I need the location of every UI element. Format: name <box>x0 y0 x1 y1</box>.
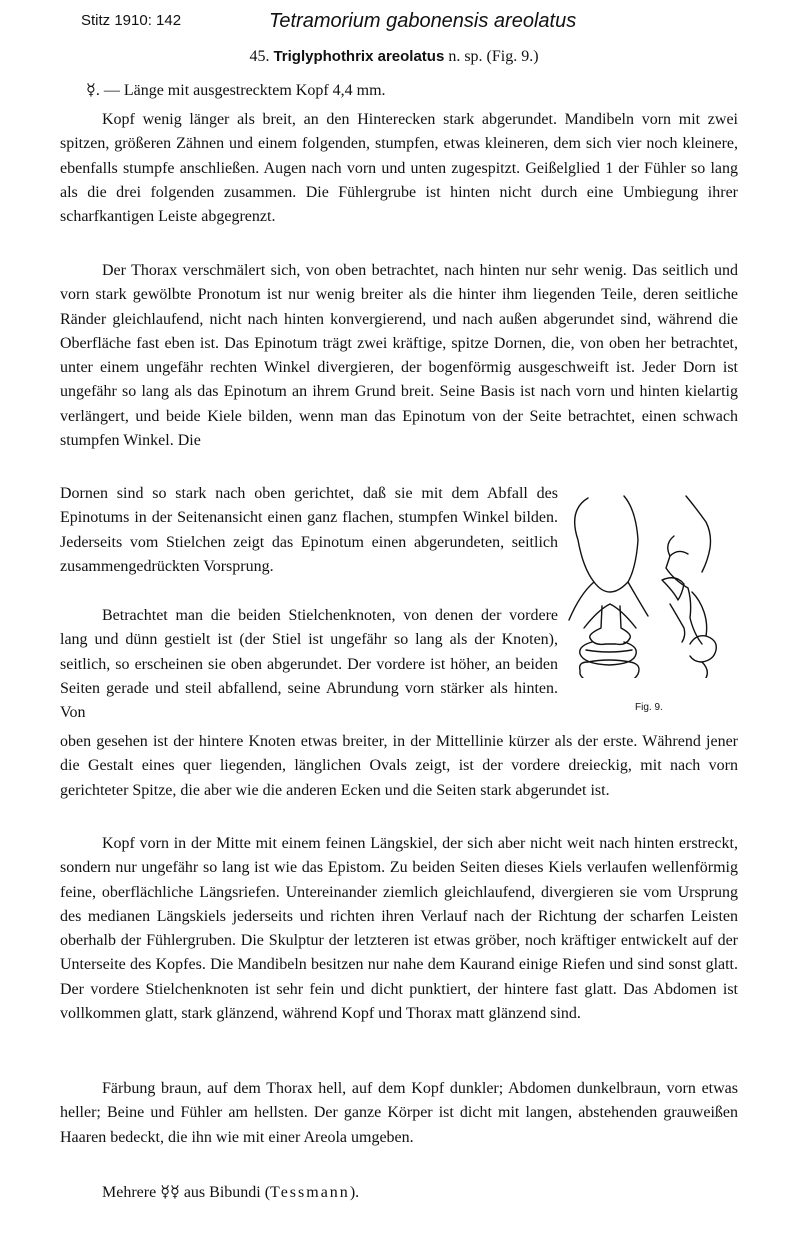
paragraph-thorax: Der Thorax verschmälert sich, von oben betrachtet, nach hinten nur sehr wenig. Das seitlich und vorn stark gewölbte Pronotum ist nur wenig breiter als die hinter ihm liegenden Teile, deren seitliche Ränder gleichlaufend, nicht nach hinten konvergierend, und nach außen abgerundet sind, während die Oberfläche fast eben ist. Das Epinotum trägt zwei kräftige, spitze Dornen, die, von oben her betrachtet, unter einem ungefähr rechten Winkel divergieren, der bogenförmig ausgeschweift ist. Jeder Dorn ist ungefähr so lang als das Epinotum an ihrem Grund breit. Seine Basis ist nach vorn und hinten kielartig verlängert, und beide Kiele bilden, wenn man das Epinotum von der Seite betrachtet, einen schwach stumpfen Winkel. Die <box>60 262 738 450</box>
material-prefix: Mehrere <box>102 1184 157 1201</box>
material-examined <box>60 1181 738 1205</box>
worker-symbols: ☿☿ <box>160 1184 180 1201</box>
dorsal-view-outline <box>569 496 648 678</box>
page-header <box>81 10 741 36</box>
species-number: 45. <box>249 48 270 65</box>
paragraph-petiole: Betrachtet man die beiden Stielchenknoten, von denen der vordere lang und dünn gestielt ist (der Stiel ist ungefähr so lang als der Knoten), seitlich, so erscheinen sie oben abgerundet. Der vordere ist höher, an beiden Seiten gerade und steil abfallend, seine Abrundung vorn stärker als hinten. Von <box>60 607 558 722</box>
running-title: Tetramorium gabonensis areolatus <box>269 10 577 32</box>
paragraph-coloration: Färbung braun, auf dem Thorax hell, auf dem Kopf dunkler; Abdomen dunkelbraun, vorn etwas heller; Beine und Fühler am hellsten. Der ganze Körper ist dicht mit langen, abstehenden grauweißen Haaren bedeckt, die ihn wie mit einer Areola umgeben. <box>60 1080 738 1146</box>
paragraph-nodes-dorsal: oben gesehen ist der hintere Knoten etwas breiter, in der Mittellinie kürzer als der erste. Während jener die Gestalt eines quer liegenden, länglichen Ovals zeigt, ist der vordere dreieckig, mit nach vorn gerichteter Spitze, die aber wie die anderen Ecken und die Seiten stark abgerundet ist. <box>60 733 738 799</box>
collector-name: Tessmann <box>270 1184 350 1201</box>
paragraph-head: Kopf wenig länger als breit, an den Hinterecken stark abgerundet. Mandibeln vorn mit zwei spitzen, größeren Zähnen und einem folgenden, stumpfen, etwas kleineren, dem sich vier noch kleinere, ebenfalls stumpfe anschließen. Augen nach vorn und unten zugespitzt. Geißelglied 1 der Fühler so lang als die drei folgenden zusammen. Die Fühlergrube ist hinten nicht durch eine Umbiegung ihrer scharfkantigen Leiste abgegrenzt. <box>60 111 738 226</box>
species-heading <box>0 48 788 66</box>
species-status: n. sp. <box>448 48 483 65</box>
paragraph-spines: Dornen sind so stark nach oben gerichtet, daß sie mit dem Abfall des Epinotums in der Seitenansicht einen ganz flachen, stumpfen Winkel bilden. Jederseits vom Stielchen zeigt das Epinotum einen abgerundeten, seitlich zusammengedrückten Vorsprung. <box>60 485 558 575</box>
paragraph-sculpture: Kopf vorn in der Mitte mit einem feinen Längskiel, der sich aber nicht weit nach hinten erstreckt, sondern nur ungefähr so lang ist wie das Epistom. Zu beiden Seiten dieses Kiels verlaufen wellenförmig feine, oberflächliche Längsriefen. Untereinander ziemlich gleichlaufend, divergieren sie vom Ursprung des medianen Längskiels jederseits und richten ihren Verlauf nach der Richtung der scharfen Leisten oberhalb der Fühlergruben. Die Skulptur der letzteren ist etwas gröber, noch kräftiger entwickelt auf der Unterseite des Kopfes. Die Mandibeln besitzen nur nahe dem Kaurand einige Riefen und sind sonst glatt. Der vordere Stielchenknoten ist sehr fein und dicht punktiert, der hintere fast glatt. Das Abdomen ist vollkommen glatt, stark glänzend, während Kopf und Thorax matt glänzend sind. <box>60 835 738 1023</box>
ant-drawing <box>566 488 744 678</box>
figure-reference: (Fig. 9.) <box>486 48 539 65</box>
species-name: Triglyphothrix areolatus <box>273 48 445 65</box>
material-locality: aus Bibundi ( <box>183 1184 271 1201</box>
citation: Stitz 1910: 142 <box>81 12 182 29</box>
figure-caption: Fig. 9. <box>635 702 663 713</box>
material-suffix: ). <box>349 1184 360 1201</box>
lateral-view-outline <box>662 496 716 678</box>
caste-length-line: ☿. — Länge mit ausgestrecktem Kopf 4,4 mm. <box>86 82 386 99</box>
figure-9 <box>566 488 744 713</box>
